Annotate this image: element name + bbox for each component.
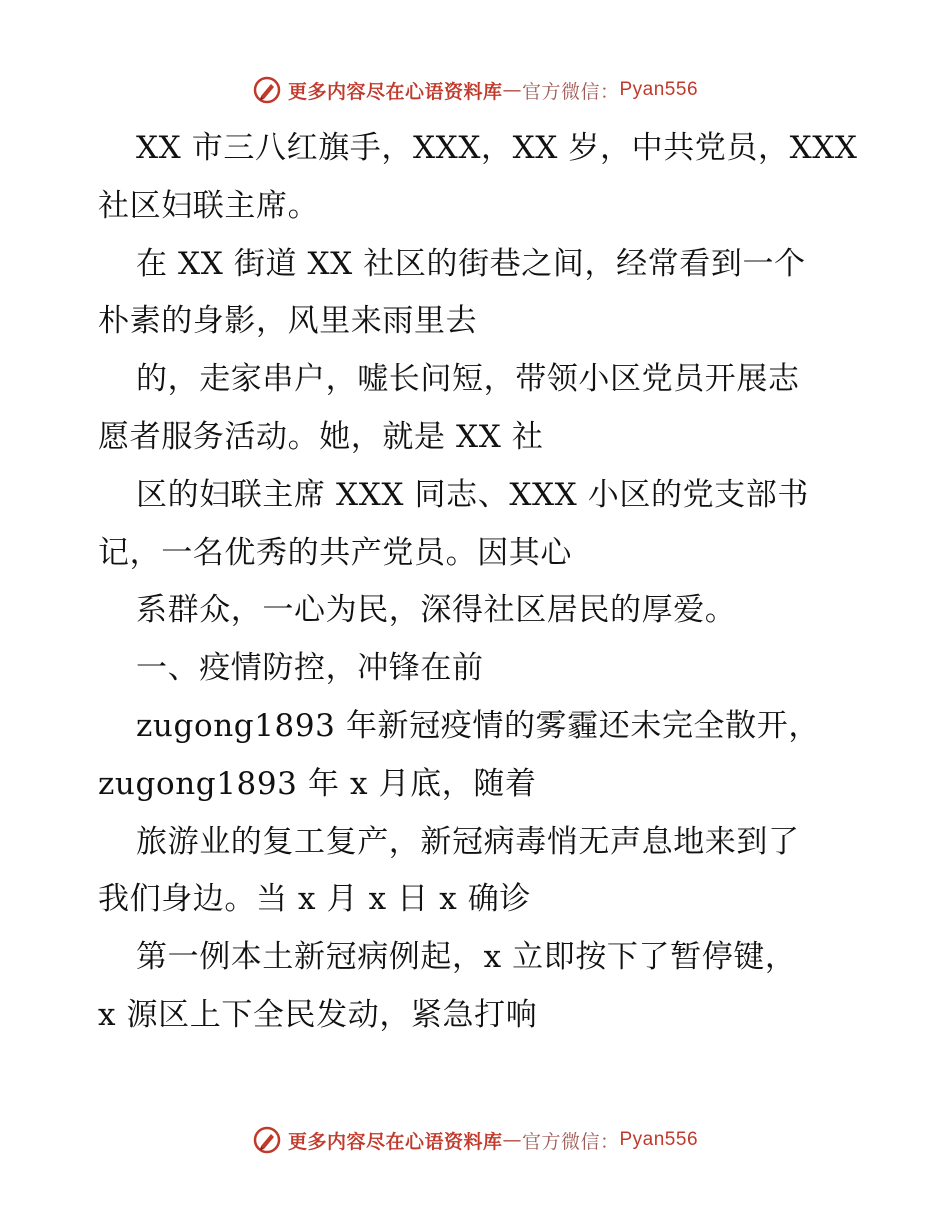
banner-dash: — [502,79,522,101]
document-body [98,120,858,1045]
text-line: x 源区上下全民发动，紧急打响 [98,996,538,1033]
text-line: XX 市三八红旗手，XXX，XX 岁，中共党员，XXX [136,130,858,166]
section-heading: 一、疫情防控，冲锋在前 [136,650,484,687]
banner-wechat-id: Pyan556 [619,1129,699,1150]
text-line: 区的妇联主席 XXX 同志、XXX 小区的党支部书 [136,476,809,513]
text-line: 朴素的身影，风里来雨里去 [98,303,478,340]
text-line: 记，一名优秀的共产党员。因其心 [98,534,572,571]
banner-main-text: 更多内容尽在心语资料库 [287,80,503,103]
text-line: 第一例本土新冠病例起，x 立即按下了暂停键， [136,939,797,976]
banner-main-text: 更多内容尽在心语资料库 [287,1130,503,1153]
pen-logo-icon [252,1125,282,1155]
banner-dash: — [502,1129,522,1151]
text-line: zugong1893 年新冠疫情的雾霾还未完全散开， [136,707,820,744]
text-line: 社区妇联主席。 [98,187,320,224]
footer-banner [0,1122,950,1158]
text-line: zugong1893 年 x 月底，随着 [98,765,537,802]
text-line: 我们身边。当 x 月 x 日 x 确诊 [98,881,531,918]
banner-label: 官方微信： [521,80,620,103]
text-line: 旅游业的复工复产，新冠病毒悄无声息地来到了 [136,823,800,860]
text-line: 的，走家串户，嘘长问短，带领小区党员开展志 [136,361,800,398]
text-line: 愿者服务活动。她，就是 XX 社 [98,418,544,455]
banner-label: 官方微信： [521,1130,620,1153]
pen-logo-icon [252,75,282,105]
text-line: 在 XX 街道 XX 社区的街巷之间，经常看到一个 [136,245,806,282]
text-line: 系群众，一心为民，深得社区居民的厚爱。 [136,592,737,629]
banner-wechat-id: Pyan556 [619,79,699,100]
header-banner [0,72,950,108]
